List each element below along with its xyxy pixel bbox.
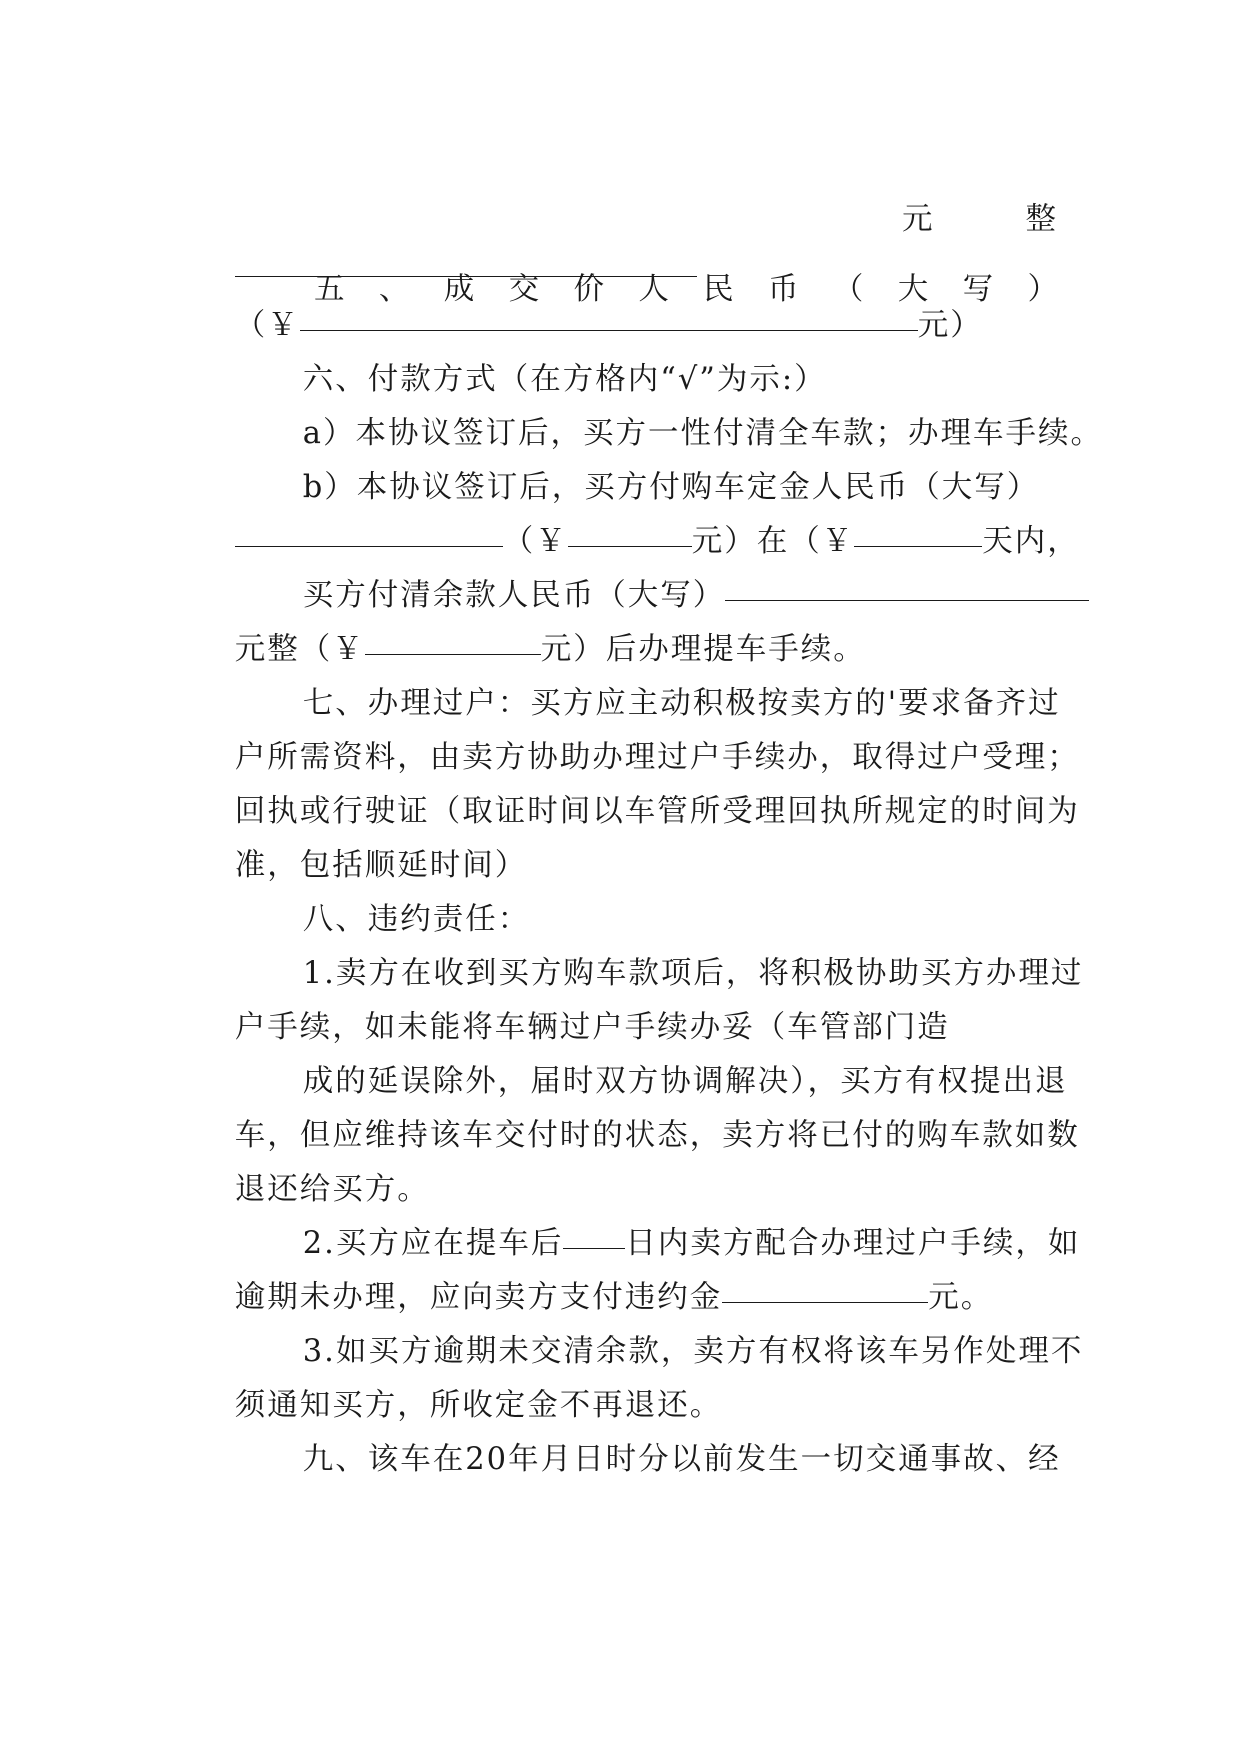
clause-8-item-3-line-2: 须通知买方，所收定金不再退还。: [234, 1388, 723, 1423]
clause-5-price-line: 五、成交价人民币（大写）: [314, 272, 1058, 307]
clause-8-item-1-line-3: 成的延误除外，届时双方协调解决），买方有权提出退: [302, 1064, 1068, 1099]
clause-8-item-1-line-2: 户手续，如未能将车辆过户手续办妥（车管部门造: [234, 1010, 950, 1045]
clause-7-line-4: 准，包括顺延时间）: [234, 848, 528, 883]
clause-8-item-2-line-1: 2.买方应在提车后 日内卖方配合办理过户手续，如: [256, 1166, 1126, 1218]
clause-8-item-2-line-2: 逾期未办理，应向卖方支付违约金 元。: [188, 1220, 1058, 1272]
clause-7-line-2: 户所需资料，由卖方协助办理过户手续办，取得过户受理；: [234, 740, 1080, 775]
clause-7-line-3: 回执或行驶证（取证时间以车管所受理回执所规定的时间为: [234, 794, 1080, 829]
clause-6-deposit-line: （￥ 元）在（￥ 天内，: [188, 464, 1058, 516]
clause-5-yen-line: （￥ 元）: [188, 248, 1058, 300]
clause-9-line-1: 九、该车在20年月日时分以前发生一切交通事故、经: [302, 1442, 1061, 1477]
clause-6-option-a: a）本协议签订后，买方一性付清全车款；办理车手续。: [302, 416, 1103, 451]
clause-8-item-1-line-5: 退还给买方。: [234, 1172, 430, 1207]
clause-7-line-1: 七、办理过户：买方应主动积极按卖方的'要求备齐过: [302, 686, 1061, 721]
clause-8-item-3-line-1: 3.如买方逾期未交清余款，卖方有权将该车另作处理不: [302, 1334, 1084, 1369]
clause-5-amount-line: [188, 194, 1058, 246]
clause-8-item-1-line-1: 1.卖方在收到买方购车款项后，将积极协助买方办理过: [302, 956, 1084, 991]
clause-8-item-1-line-4: 车，但应维持该车交付时的状态，卖方将已付的购车款如数: [234, 1118, 1080, 1153]
clause-6-heading: 六、付款方式（在方格内“√”为示:）: [302, 362, 827, 397]
clause-6-balance-line: 买方付清余款人民币（大写）: [256, 518, 1126, 570]
yuan-zheng-text: 元整: [902, 202, 1058, 237]
clause-6-balance-yen-line: 元整（￥ 元）后办理提车手续。: [188, 572, 1058, 624]
clause-6-option-b: b）本协议签订后，买方付购车定金人民币（大写）: [302, 470, 1040, 505]
clause-8-heading: 八、违约责任：: [302, 902, 531, 937]
